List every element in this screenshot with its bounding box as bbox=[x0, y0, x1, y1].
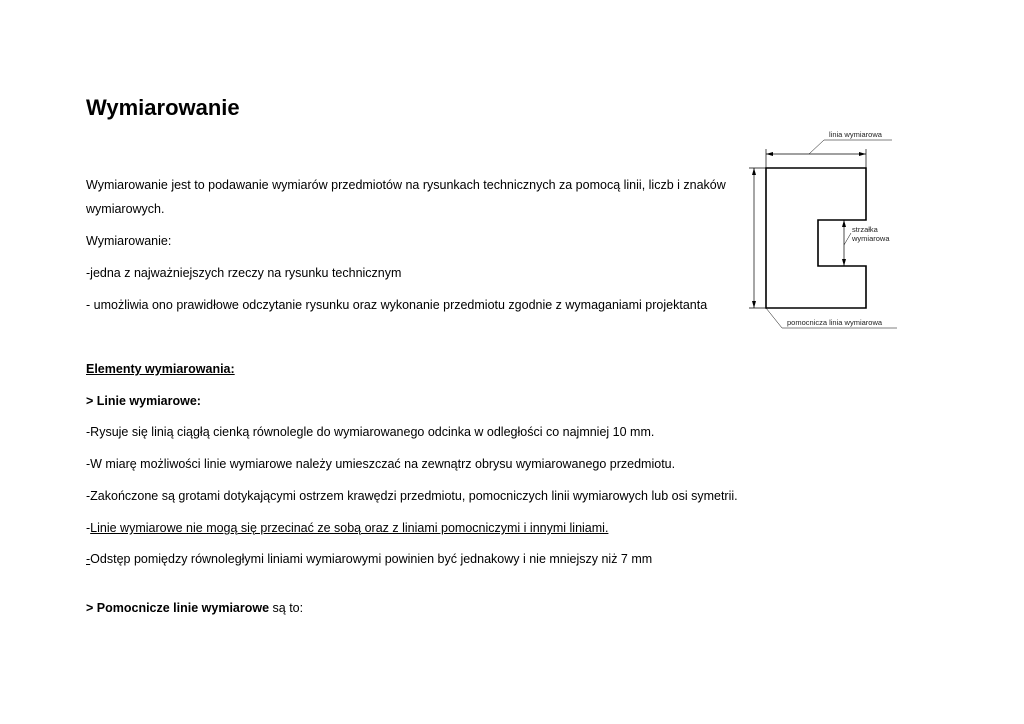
rule-2: -W miarę możliwości linie wymiarowe należy umieszczać na zewnątrz obrysu wymiarowanego przedmiotu. bbox=[86, 457, 676, 471]
label-wymiarowa: wymiarowa bbox=[852, 234, 890, 243]
arrow-left-top bbox=[752, 168, 756, 175]
pomocnicze-heading bbox=[86, 596, 303, 620]
linie-wymiarowe-heading: > Linie wymiarowe: bbox=[86, 394, 201, 408]
leader-top bbox=[809, 140, 824, 154]
label-strzalka: strzałka bbox=[852, 225, 878, 234]
rule-5-dash: - bbox=[86, 552, 91, 566]
page-title: Wymiarowanie bbox=[86, 95, 240, 120]
dimensioning-diagram bbox=[745, 125, 901, 337]
wymiarowanie-label: Wymiarowanie: bbox=[86, 234, 172, 248]
pomocnicze-bold: > Pomocnicze linie wymiarowe bbox=[86, 601, 270, 615]
label-pomocnicza-linia: pomocnicza linia wymiarowa bbox=[787, 318, 883, 327]
rule-4 bbox=[86, 516, 608, 540]
dimensioning-figure bbox=[745, 125, 901, 337]
arrow-top-right bbox=[859, 152, 866, 156]
leader-arrow bbox=[844, 233, 851, 245]
intro-line-2: wymiarowych. bbox=[86, 202, 165, 216]
arrow-inner-bottom bbox=[842, 259, 846, 266]
arrow-top-left bbox=[766, 152, 773, 156]
arrow-left-bottom bbox=[752, 301, 756, 308]
elements-heading: Elementy wymiarowania: bbox=[86, 362, 235, 376]
point-2: - umożliwia ono prawidłowe odczytanie rysunku oraz wykonanie przedmiotu zgodnie z wymaganiami projektanta bbox=[86, 298, 708, 312]
arrow-inner-top bbox=[842, 220, 846, 227]
rule-5-text: Odstęp pomiędzy równoległymi liniami wymiarowymi powinien być jednakowy i nie mniejszy niż 7 mm bbox=[90, 552, 653, 566]
point-1: -jedna z najważniejszych rzeczy na rysunku technicznym bbox=[86, 266, 402, 280]
leader-bottom bbox=[766, 308, 782, 328]
rule-4-dash: - bbox=[86, 521, 91, 535]
rule-1: -Rysuje się linią ciągłą cienką równolegle do wymiarowanego odcinka w odległości co najmniej 10 mm. bbox=[86, 425, 655, 439]
rule-3: -Zakończone są grotami dotykającymi ostrzem krawędzi przedmiotu, pomocniczych linii wymiarowych lub osi symetrii. bbox=[86, 489, 738, 503]
label-linia-wymiarowa: linia wymiarowa bbox=[829, 130, 882, 139]
object-outline bbox=[766, 168, 866, 308]
intro-line-1: Wymiarowanie jest to podawanie wymiarów przedmiotów na rysunkach technicznych za pomocą linii, liczb i znaków bbox=[86, 178, 726, 192]
rule-5 bbox=[86, 547, 652, 571]
pomocnicze-rest: są to: bbox=[269, 601, 304, 615]
rule-4-text: Linie wymiarowe nie mogą się przecinać ze sobą oraz z liniami pomocniczymi i innymi liniami. bbox=[90, 521, 609, 535]
